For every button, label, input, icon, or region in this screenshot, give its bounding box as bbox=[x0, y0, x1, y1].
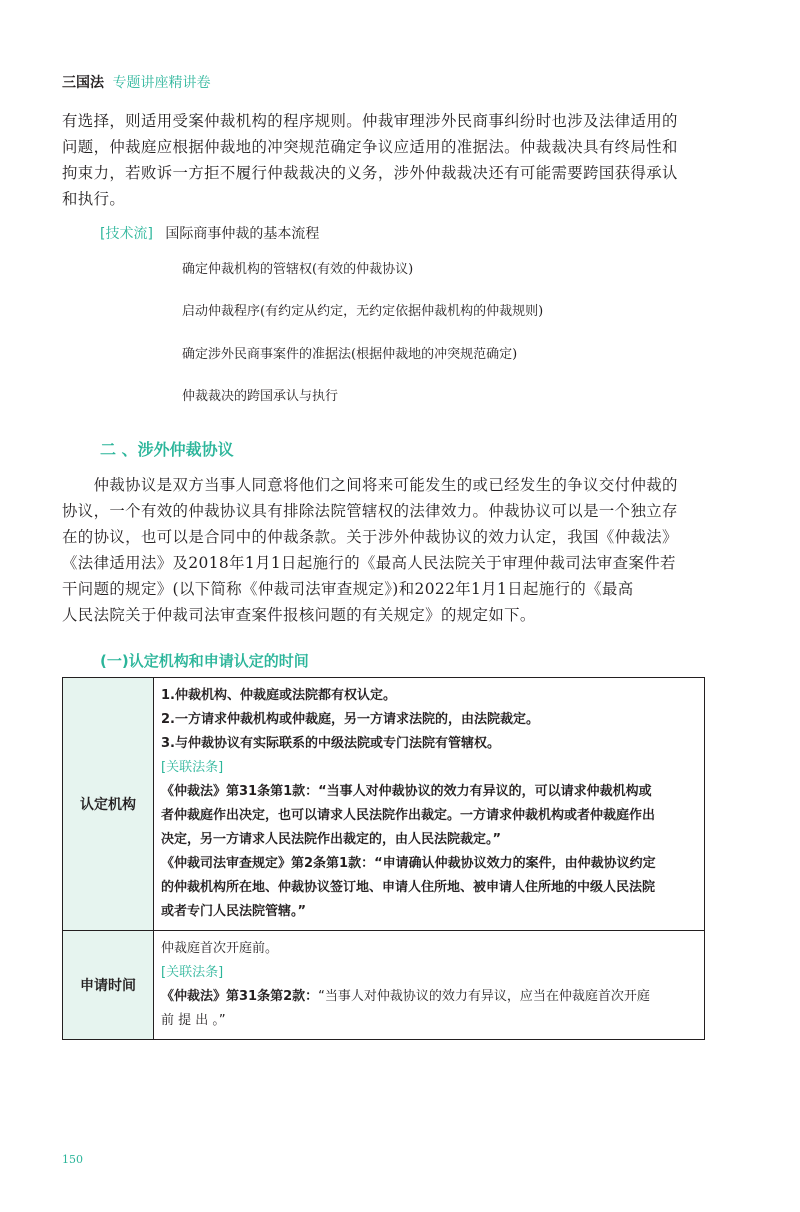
flow-step: 确定仲裁机构的管辖权(有效的仲裁协议) bbox=[182, 262, 414, 277]
law-citation bbox=[161, 985, 698, 1009]
list-item: 3.与仲裁协议有实际联系的中级法院或专门法院有管辖权。 bbox=[161, 736, 500, 751]
law-text: 决定，另一方请求人民法院作出裁定的，由人民法院裁定。” bbox=[161, 832, 502, 847]
law-text: 前 提 出 。” bbox=[161, 1013, 226, 1028]
law-source: 《仲裁法》第31条第1款： bbox=[161, 784, 319, 799]
section-line: 协议，一个有效的仲裁协议具有排除法院管辖权的法律效力。仲裁协议可以是一个独立存 bbox=[62, 502, 678, 520]
tech-flow-heading bbox=[100, 223, 319, 243]
intro-line: 有选择，则适用受案仲裁机构的程序规则。仲裁审理涉外民商事纠纷时也涉及法律适用的 bbox=[62, 112, 678, 130]
table-row bbox=[63, 931, 705, 1040]
law-text: “申请确认仲裁协议效力的案件，由仲裁协议约定 bbox=[374, 856, 656, 871]
flow-step: 启动仲裁程序(有约定从约定，无约定依据仲裁机构的仲裁规则) bbox=[182, 304, 544, 319]
law-text: “当事人对仲裁协议的效力有异议，应当在仲裁庭首次开庭 bbox=[318, 989, 650, 1004]
series-title: 专题讲座精讲卷 bbox=[112, 75, 211, 91]
law-citation bbox=[161, 780, 698, 804]
law-text: 的仲裁机构所在地、仲裁协议签订地、申请人住所地、被申请人住所地的中级人民法院 bbox=[161, 880, 656, 895]
table-row bbox=[63, 678, 705, 931]
law-text: 者仲裁庭作出决定，也可以请求人民法院作出裁定。一方请求仲裁机构或者仲裁庭作出 bbox=[161, 808, 656, 823]
section-line: 干问题的规定》(以下简称《仲裁司法审查规定》)和2022年1月1日起施行的《最高 bbox=[62, 580, 634, 598]
flow-step: 确定涉外民商事案件的准据法(根据仲裁地的冲突规范确定) bbox=[182, 347, 518, 362]
subsection-heading: (一)认定机构和申请认定的时间 bbox=[100, 652, 309, 670]
law-text: “当事人对仲裁协议的效力有异议的，可以请求仲裁机构或 bbox=[318, 784, 652, 799]
running-header bbox=[62, 72, 210, 92]
row-content-authority bbox=[154, 678, 705, 931]
intro-paragraph bbox=[62, 108, 702, 212]
section-line: 在的协议，也可以是合同中的仲裁条款。关于涉外仲裁协议的效力认定，我国《仲裁法》 bbox=[62, 528, 678, 546]
related-law-tag: [关联法条] bbox=[161, 965, 224, 980]
section-line: 《法律适用法》及2018年1月1日起施行的《最高人民法院关于审理仲裁司法审查案件若 bbox=[62, 554, 676, 572]
row-label-authority: 认定机构 bbox=[63, 678, 154, 931]
law-text: 或者专门人民法院管辖。” bbox=[161, 904, 307, 919]
row-content-time bbox=[154, 931, 705, 1040]
law-source: 《仲裁司法审查规定》第2条第1款： bbox=[161, 856, 375, 871]
page-number: 150 bbox=[62, 1153, 83, 1166]
book-title: 三国法 bbox=[62, 75, 104, 91]
intro-line: 和执行。 bbox=[62, 190, 126, 208]
list-item: 1.仲裁机构、仲裁庭或法院都有权认定。 bbox=[161, 688, 396, 703]
time-text: 仲裁庭首次开庭前。 bbox=[161, 941, 279, 956]
law-source: 《仲裁法》第31条第2款： bbox=[161, 989, 319, 1004]
section-line: 仲裁协议是双方当事人同意将他们之间将来可能发生的或已经发生的争议交付仲裁的 bbox=[62, 476, 678, 494]
list-item: 2.一方请求仲裁机构或仲裁庭，另一方请求法院的，由法院裁定。 bbox=[161, 712, 539, 727]
flow-step: 仲裁裁决的跨国承认与执行 bbox=[182, 389, 339, 404]
related-law-tag: [关联法条] bbox=[161, 760, 224, 775]
tech-flow-title: 国际商事仲裁的基本流程 bbox=[165, 226, 320, 242]
section-heading: 二 、涉外仲裁协议 bbox=[100, 440, 234, 459]
law-table bbox=[62, 677, 705, 1040]
section-paragraph bbox=[62, 472, 702, 628]
tech-flow-tag: [技术流] bbox=[100, 226, 153, 242]
intro-line: 问题，仲裁庭应根据仲裁地的冲突规范确定争议应适用的准据法。仲裁裁决具有终局性和 bbox=[62, 138, 678, 156]
law-citation bbox=[161, 852, 698, 876]
section-line: 人民法院关于仲裁司法审查案件报核问题的有关规定》的规定如下。 bbox=[62, 606, 536, 624]
intro-line: 拘束力，若败诉一方拒不履行仲裁裁决的义务，涉外仲裁裁决还有可能需要跨国获得承认 bbox=[62, 164, 678, 182]
row-label-time: 申请时间 bbox=[63, 931, 154, 1040]
